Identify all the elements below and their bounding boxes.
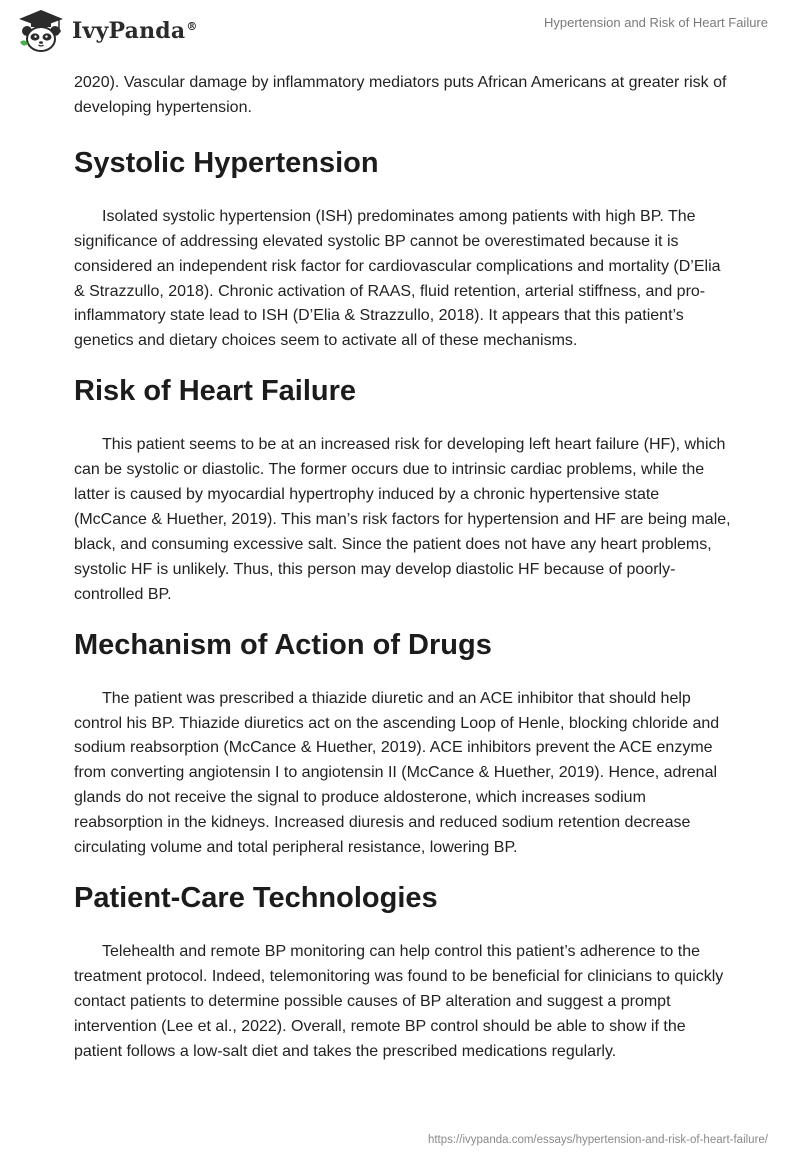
section-paragraph-systolic-hypertension: Isolated systolic hypertension (ISH) predominates among patients with high BP. The significance of addressing elevated systolic BP cannot be overestimated because it is considered an independent risk factor for cardiovascular complications and mortality (D’Elia & Strazzullo, 2018). Chronic activation of RAAS, fluid retention, arterial stiffness, and pro-inflammatory state lead to ISH (D’Elia & Strazzullo, 2018). It appears that this patient’s genetics and dietary choices seem to activate all of these mechanisms. <box>74 207 721 350</box>
section-heading-risk-of-heart-failure: Risk of Heart Failure <box>74 375 357 408</box>
document-title: Hypertension and Risk of Heart Failure <box>544 15 768 30</box>
section-paragraph-mechanism-of-action: The patient was prescribed a thiazide diuretic and an ACE inhibitor that should help control his BP. Thiazide diuretics act on the ascending Loop of Henle, blocking chloride and sodium reabsorption (McCance & Huether, 2019). ACE inhibitors prevent the ACE enzyme from converting angiotensin I to angiotensin II (McCance & Huether, 2019). Hence, adrenal glands do not receive the signal to produce aldosterone, which increases sodium reabsorption in the kidneys. Increased diuresis and reduced sodium retention decrease circulating volume and total peripheral resistance, lowering BP. <box>74 689 720 857</box>
panda-graduate-icon <box>16 8 66 54</box>
section-heading-patient-care-technologies: Patient-Care Technologies <box>74 881 438 914</box>
section-heading-mechanism-of-action: Mechanism of Action of Drugs <box>74 628 492 661</box>
essay-body <box>74 71 734 1064</box>
section-paragraph-risk-of-heart-failure: This patient seems to be at an increased risk for developing left heart failure (HF), which can be systolic or diastolic. The former occurs due to intrinsic cardiac problems, while the latter is caused by myocardial hypertrophy induced by a chronic hypertensive state (McCance & Huether, 2019). This man’s risk factors for hypertension and HF are being male, black, and consuming excessive salt. Since the patient does not have any heart problems, systolic HF is unlikely. Thus, this person may develop diastolic HF because of poorly-controlled BP. <box>74 436 731 603</box>
section-heading-systolic-hypertension: Systolic Hypertension <box>74 146 379 179</box>
brand-name: IvyPanda® <box>72 18 198 44</box>
source-url[interactable]: https://ivypanda.com/essays/hypertension-and-risk-of-heart-failure/ <box>427 1134 768 1146</box>
section-paragraph-patient-care-technologies: Telehealth and remote BP monitoring can help control this patient’s adherence to the treatment protocol. Indeed, telemonitoring was found to be beneficial for clinicians to quickly contact patients to determine possible causes of BP alteration and suggest a prompt intervention (Lee et al., 2022). Overall, remote BP control should be able to show if the patient follows a low-salt diet and takes the prescribed medications regularly. <box>74 942 724 1060</box>
ivypanda-logo[interactable] <box>16 8 198 54</box>
page-header <box>0 0 800 62</box>
intro-continuation: 2020). Vascular damage by inflammatory mediators puts African Americans at greater risk of developing hypertension. <box>74 74 727 116</box>
